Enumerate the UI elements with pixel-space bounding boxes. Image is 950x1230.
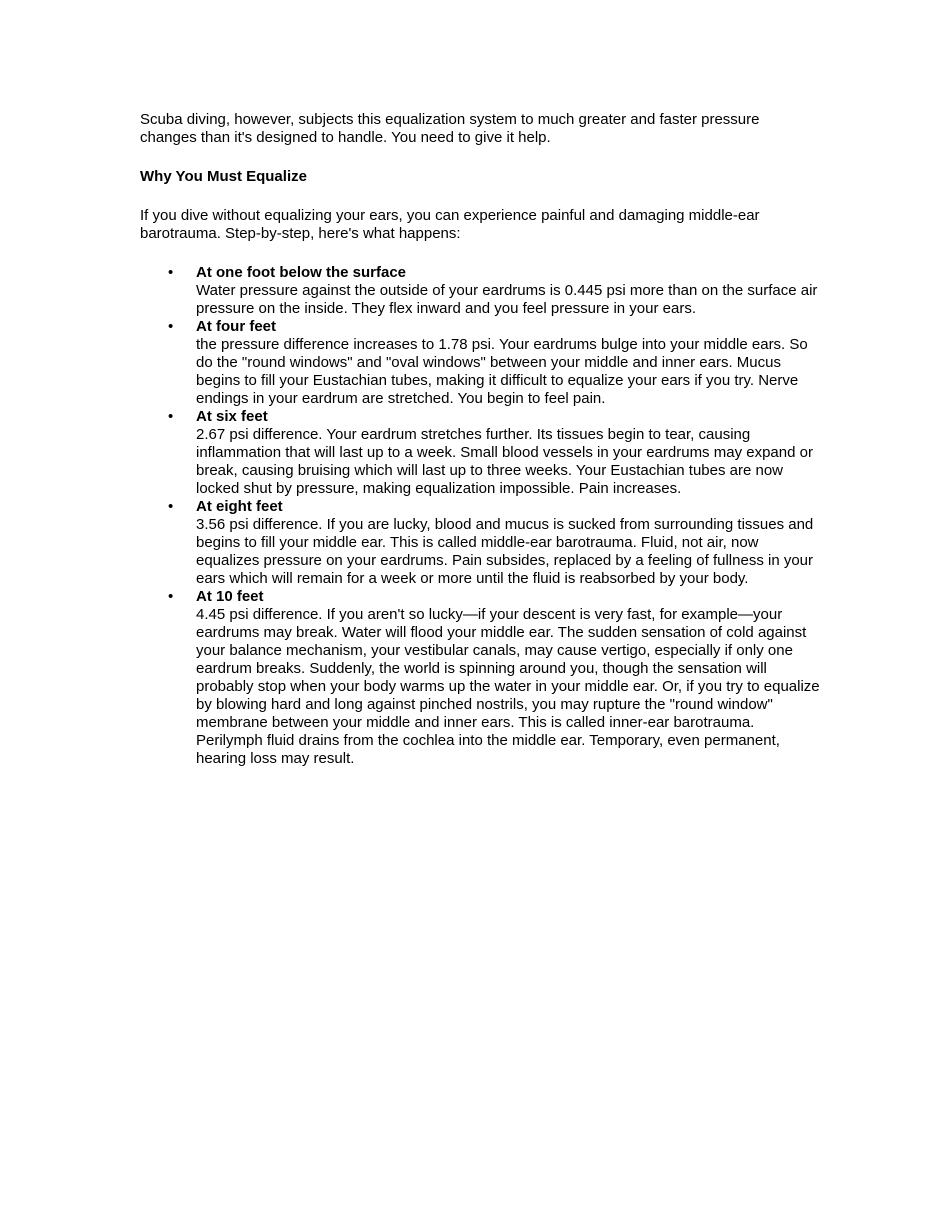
intro-paragraph: Scuba diving, however, subjects this equalization system to much greater and faster pressure changes than it's designed to handle. You need to give it help. <box>140 111 760 146</box>
list-item-body: the pressure difference increases to 1.78 psi. Your eardrums bulge into your middle ears. So do the "round windows" and "oval windows" between your middle and inner ears. Mucus begins to fill your Eustachian tubes, making it difficult to equalize your ears if you try. Nerve endings in your eardrum are stretched. You begin to feel pain. <box>196 336 808 407</box>
list-item-title: At eight feet <box>196 498 283 515</box>
list-item <box>168 588 820 768</box>
bullet-icon: • <box>168 498 174 515</box>
list-item <box>168 318 820 408</box>
bullet-icon: • <box>168 264 174 281</box>
list-item-body: Water pressure against the outside of your eardrums is 0.445 psi more than on the surface air pressure on the inside. They flex inward and you feel pressure in your ears. <box>196 282 818 317</box>
lead-paragraph: If you dive without equalizing your ears, you can experience painful and damaging middle-ear barotrauma. Step-by-step, here's what happens: <box>140 207 760 242</box>
section-heading: Why You Must Equalize <box>140 168 307 185</box>
bullet-icon: • <box>168 318 174 335</box>
document-page <box>140 111 820 768</box>
bullet-icon: • <box>168 588 174 605</box>
depth-list <box>140 264 820 768</box>
bullet-icon: • <box>168 408 174 425</box>
list-item-title: At four feet <box>196 318 276 335</box>
list-item <box>168 498 820 588</box>
list-item-body: 4.45 psi difference. If you aren't so lucky—if your descent is very fast, for example—your eardrums may break. Water will flood your middle ear. The sudden sensation of cold against your balance mechanism, your vestibular canals, may cause vertigo, especially if only one eardrum breaks. Suddenly, the world is spinning around you, though the sensation will probably stop when your body warms up the water in your middle ear. Or, if you try to equalize by blowing hard and long against pinched nostrils, you may rupture the "round window" membrane between your middle and inner ears. This is called inner-ear barotrauma. Perilymph fluid drains from the cochlea into the middle ear. Temporary, even permanent, hearing loss may result. <box>196 606 820 767</box>
list-item <box>168 408 820 498</box>
list-item-title: At 10 feet <box>196 588 264 605</box>
list-item-body: 2.67 psi difference. Your eardrum stretches further. Its tissues begin to tear, causing inflammation that will last up to a week. Small blood vessels in your eardrums may expand or break, causing bruising which will last up to three weeks. Your Eustachian tubes are now locked shut by pressure, making equalization impossible. Pain increases. <box>196 426 813 497</box>
list-item-title: At six feet <box>196 408 268 425</box>
list-item-title: At one foot below the surface <box>196 264 407 281</box>
list-item <box>168 264 820 318</box>
list-item-body: 3.56 psi difference. If you are lucky, blood and mucus is sucked from surrounding tissues and begins to fill your middle ear. This is called middle-ear barotrauma. Fluid, not air, now equalizes pressure on your eardrums. Pain subsides, replaced by a feeling of fullness in your ears which will remain for a week or more until the fluid is reabsorbed by your body. <box>196 516 814 587</box>
